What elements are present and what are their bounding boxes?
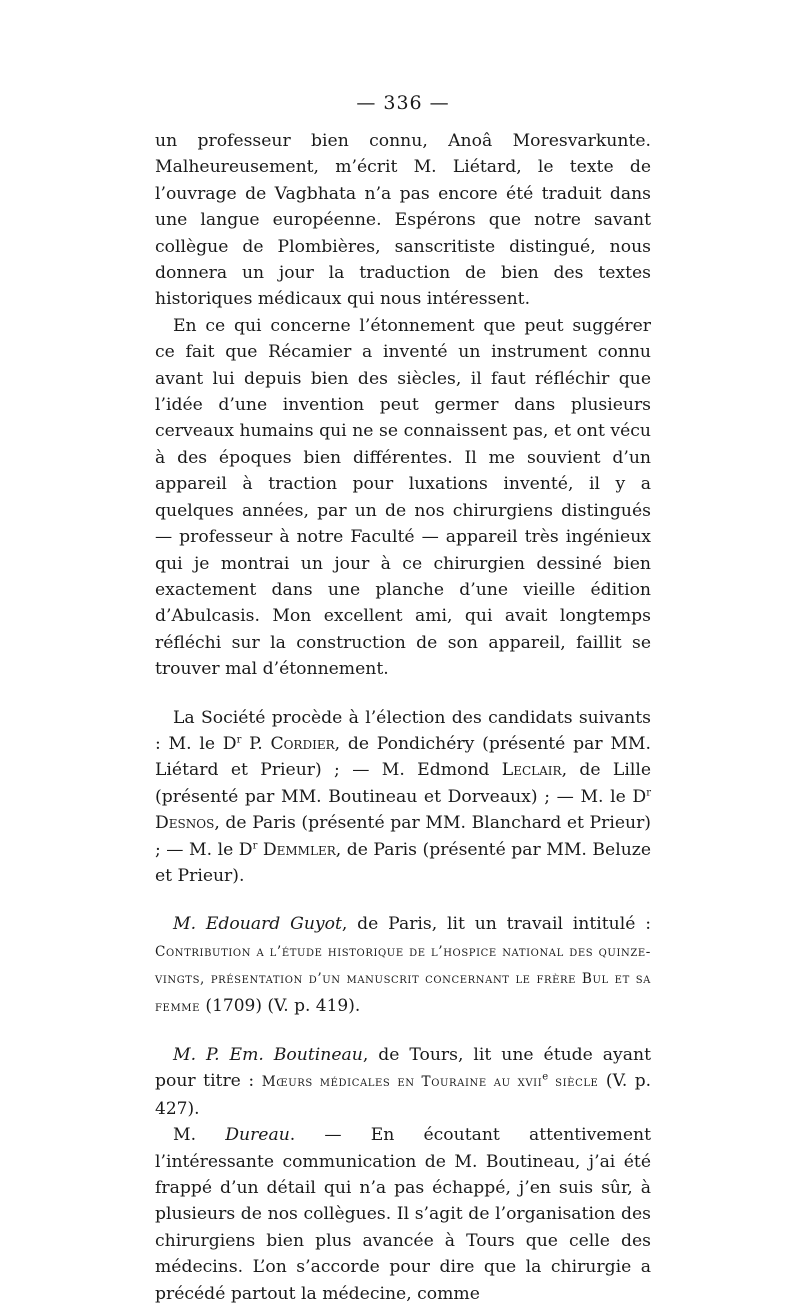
paragraph-vagbhata: un professeur bien connu, Anoâ Moresvarkunte. Malheureusement, m’écrit M. Liétard, le texte de l’ouvrage de Vagbhata n’a pas encore été traduit dans une langue européenne. Espérons que notre savant collègue de Plombières, sanscritiste distingué, nous donnera un jour la traduction de bien des textes historiques médicaux qui nous intéressent. [155, 131, 651, 310]
guyot-text: , de Paris, lit un travail intitulé : [341, 914, 652, 935]
boutineau-title: Mœurs médicales en Touraine au xvii [261, 1074, 543, 1091]
document-page [155, 92, 651, 1307]
guyot-reference: (1709) (V. p. 419). [200, 995, 361, 1016]
guyot-title: Contribution a l’étude historique de l’hospice national des quinze-vingts, présentation d’un manuscrit concernant le frère Bul et sa femme [155, 943, 651, 1015]
election-text-4: , de Paris (présenté par MM. Beluze et Prieur). [155, 839, 652, 886]
candidate-demmler: Demmler [262, 839, 336, 860]
paragraph-election [155, 705, 651, 890]
boutineau-text: , de Tours, lit une étude ayant pour titre : [155, 1045, 651, 1092]
page-number: — 336 — [356, 92, 450, 114]
dureau-prefix: M. [173, 1125, 226, 1146]
paragraph-guyot [155, 911, 651, 1020]
doctor-sup: r [252, 839, 258, 851]
paragraph-dureau [155, 1122, 651, 1307]
paragraph-boutineau [155, 1042, 651, 1122]
candidate-leclair: Leclair [501, 760, 562, 781]
author-boutineau: M. P. Em. Boutineau [173, 1045, 363, 1065]
doctor-sup: r [236, 734, 242, 746]
doctor-sup: r [646, 787, 651, 799]
election-intro: La Société procède à l’élection des candidats suivants : M. le D [155, 707, 651, 754]
century-sup: e [542, 1071, 549, 1083]
candidate-initial: P. [249, 733, 263, 754]
paragraph-recamier: En ce qui concerne l’étonnement que peut suggérer ce fait que Récamier a inventé un instrument connu avant lui depuis bien des siècles, il faut réfléchir que l’idée d’une invention peut germer dans plusieurs cerveaux humains qui ne se connaissent pas, et ont vécu à des époques bien différentes. Il me souvient d’un appareil à traction pour luxations inventé, il y a quelques années, par un de nos chirurgiens distingués — professeur à notre Faculté — appareil très ingénieux qui je montrai un jour à ce chirurgien dessiné bien exactement dans une planche d’une vieille édition d’Abulcasis. Mon excellent ami, qui avait longtemps réfléchi sur la construction de son appareil, faillit se trouver mal d’étonnement. [155, 315, 651, 680]
speaker-dureau: Dureau [225, 1125, 290, 1146]
dureau-text: . — En écoutant attentivement l’intéressante communication de M. Boutineau, j’ai été frappé d’un détail qui n’a pas échappé, j’en suis sûr, à plusieurs de nos collègues. Il s’agit de l’organisation des chirurgiens bien plus avancée à Tours que celle des médecins. L’on s’accorde pour dire que la chirurgie a précédé partout la médecine, comme [155, 1125, 652, 1304]
candidate-desnos: Desnos [155, 813, 215, 834]
boutineau-title-end: siècle [548, 1074, 599, 1091]
election-text-3: , de Paris (présenté par MM. Blanchard et Prieur) ; — M. le D [155, 813, 651, 860]
candidate-cordier: Cordier [270, 733, 335, 754]
election-text-1: , de Pondichéry (présenté par MM. Liétard et Prieur) ; — M. Edmond [155, 733, 651, 781]
boutineau-reference: (V. p. 427). [155, 1071, 652, 1119]
election-text-2: , de Lille (présenté par MM. Boutineau et Dorveaux) ; — M. le D [155, 760, 651, 807]
author-guyot: M. Edouard Guyot [173, 914, 342, 935]
